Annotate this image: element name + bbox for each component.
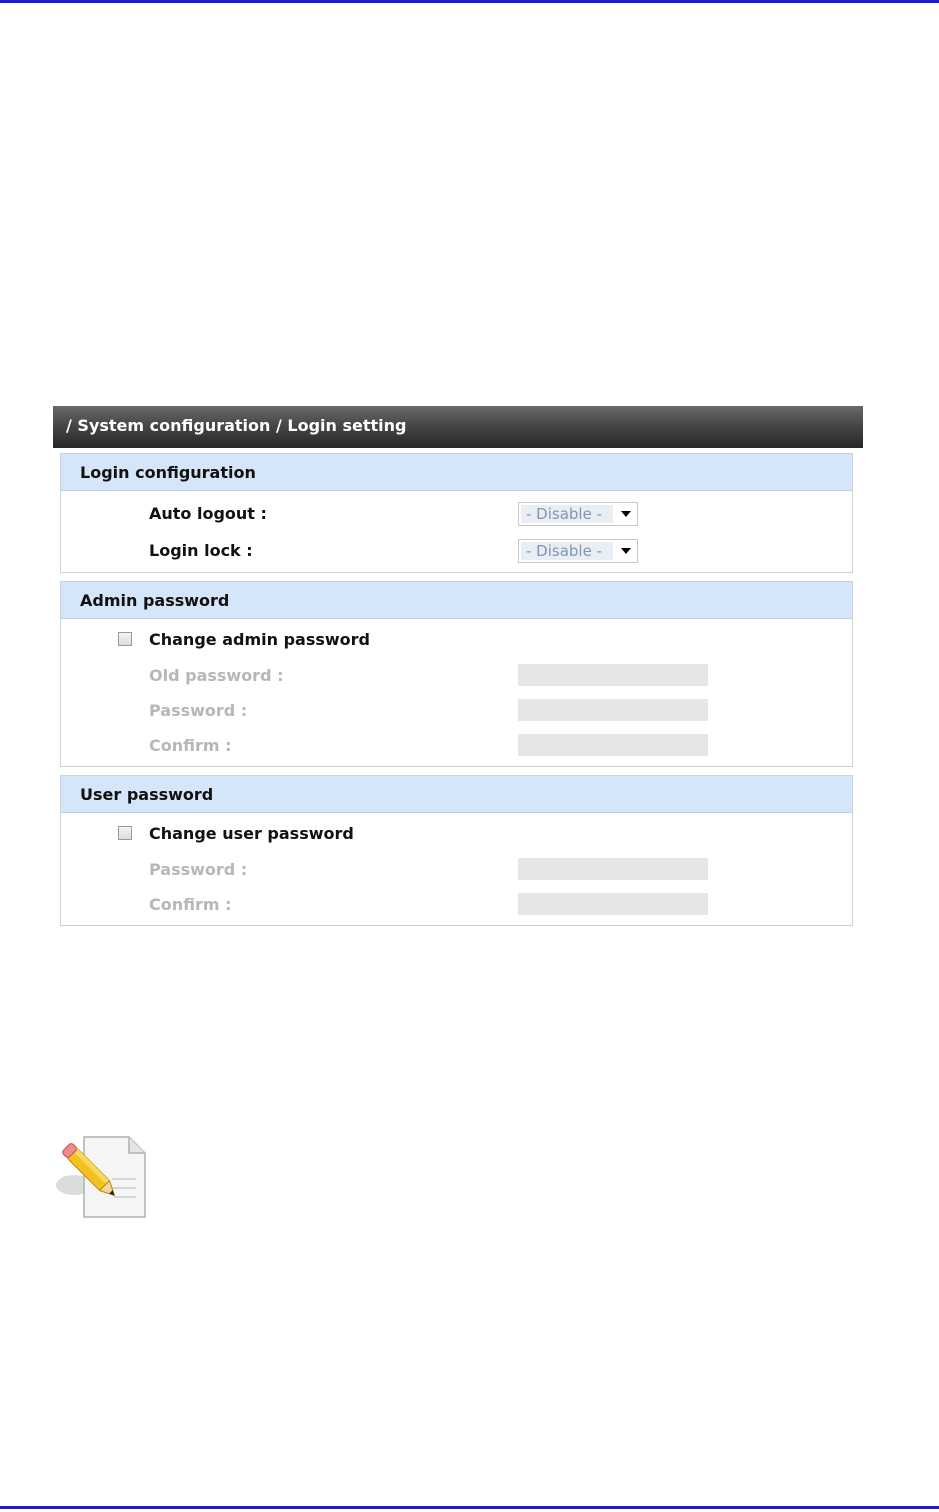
admin-confirm-input[interactable] (518, 734, 708, 756)
chevron-down-icon (621, 511, 631, 517)
admin-password-section (60, 581, 853, 767)
admin-old-password-label: Old password : (149, 666, 284, 685)
change-admin-password-checkbox[interactable] (118, 632, 132, 646)
login-setting-panel (53, 406, 863, 928)
section-title-user-password: User password (61, 776, 852, 813)
admin-old-password-input[interactable] (518, 664, 708, 686)
user-password-input[interactable] (518, 858, 708, 880)
admin-password-input[interactable] (518, 699, 708, 721)
auto-logout-label: Auto logout : (149, 504, 267, 523)
change-user-password-checkbox[interactable] (118, 826, 132, 840)
user-password-row (61, 858, 852, 882)
login-lock-value: - Disable - (521, 542, 613, 560)
user-confirm-label: Confirm : (149, 895, 232, 914)
login-lock-row (61, 539, 852, 563)
section-title-admin-password: Admin password (61, 582, 852, 619)
auto-logout-value: - Disable - (521, 505, 613, 523)
note-pencil-icon (52, 1133, 150, 1223)
page-top-rule (0, 0, 939, 3)
chevron-down-icon (621, 548, 631, 554)
user-password-section (60, 775, 853, 926)
login-lock-label: Login lock : (149, 541, 253, 560)
admin-password-label: Password : (149, 701, 248, 720)
user-password-label: Password : (149, 860, 248, 879)
change-admin-password-label[interactable]: Change admin password (149, 630, 370, 649)
change-user-password-row (61, 822, 852, 846)
login-configuration-section (60, 453, 853, 573)
page-bottom-rule (0, 1506, 939, 1509)
admin-confirm-row (61, 734, 852, 758)
auto-logout-row (61, 502, 852, 526)
admin-old-password-row (61, 664, 852, 688)
login-lock-select[interactable] (518, 539, 638, 563)
change-user-password-label[interactable]: Change user password (149, 824, 354, 843)
breadcrumb: / System configuration / Login setting (53, 406, 863, 448)
admin-confirm-label: Confirm : (149, 736, 232, 755)
section-title-login-configuration: Login configuration (61, 454, 852, 491)
admin-password-row (61, 699, 852, 723)
user-confirm-input[interactable] (518, 893, 708, 915)
user-confirm-row (61, 893, 852, 917)
change-admin-password-row (61, 628, 852, 652)
auto-logout-select[interactable] (518, 502, 638, 526)
